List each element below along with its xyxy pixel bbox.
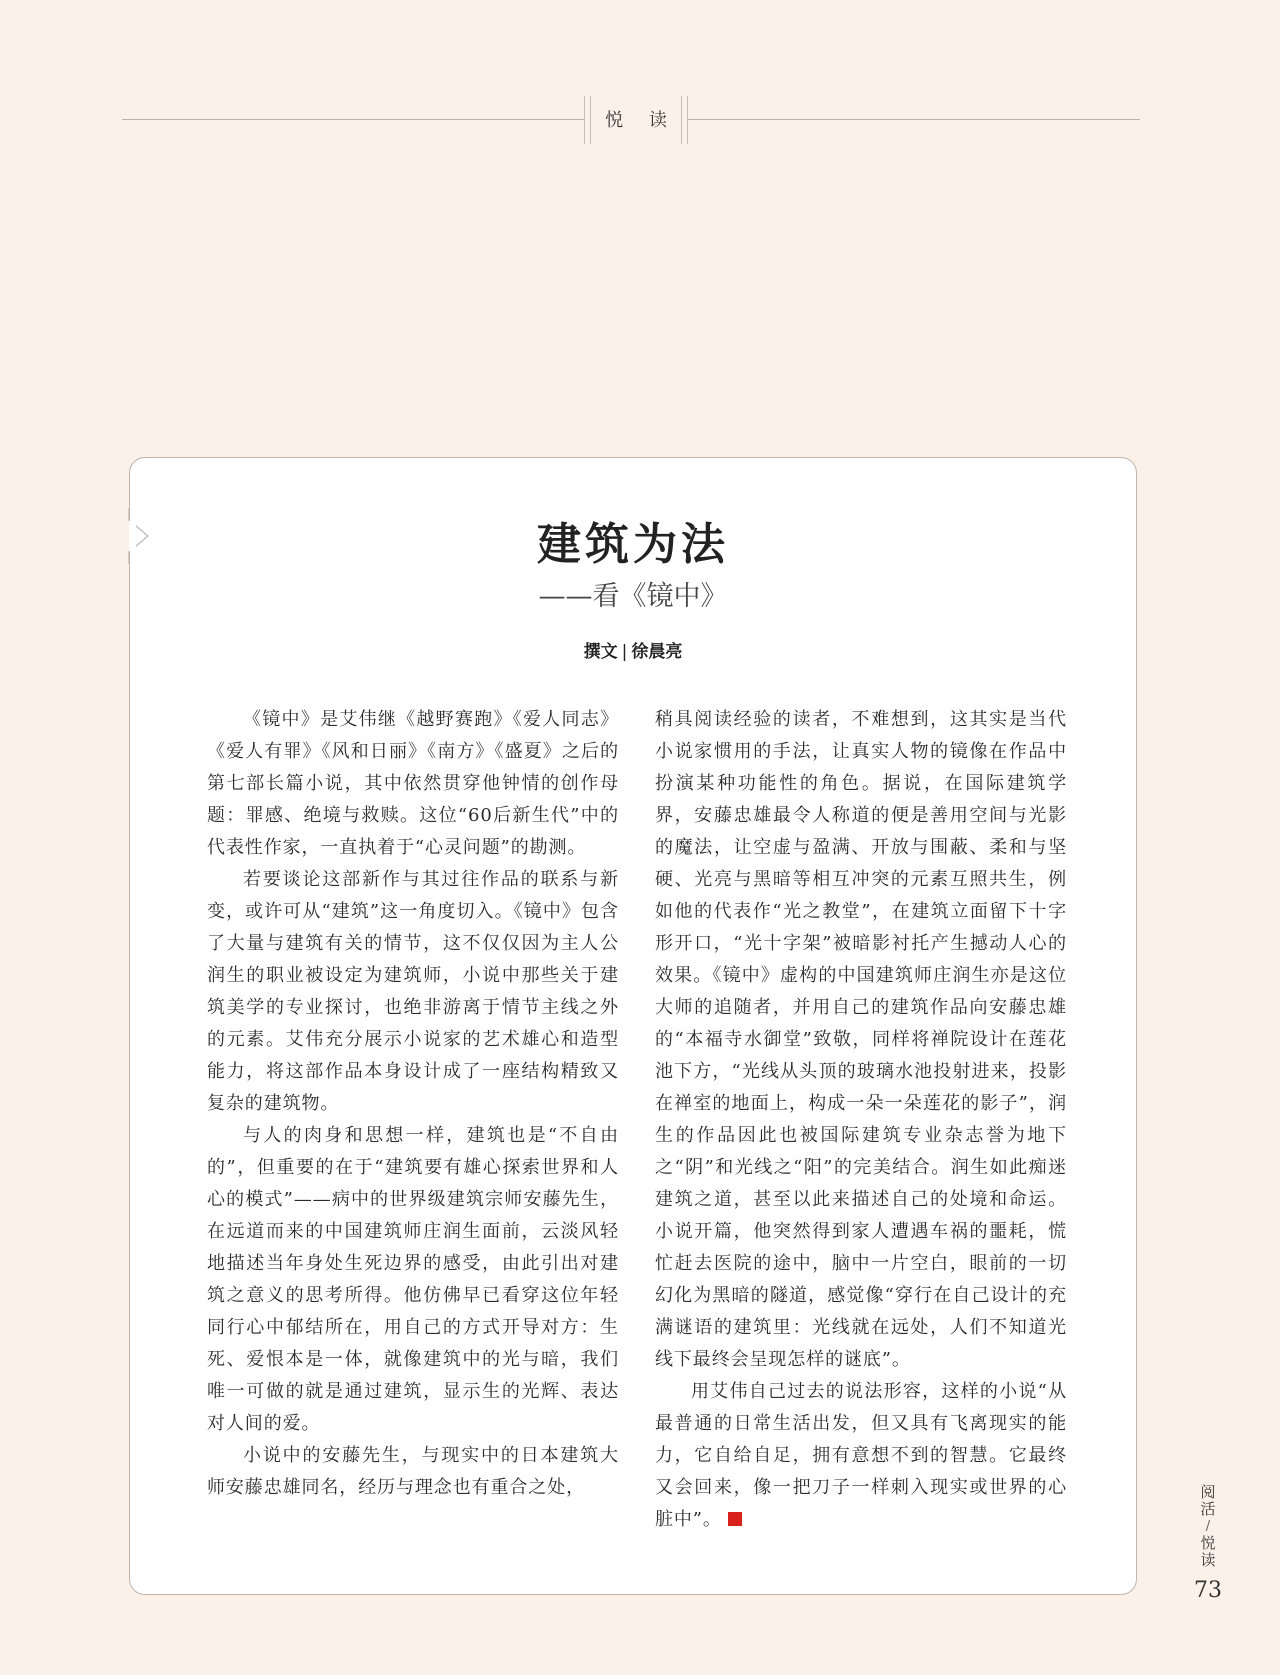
paragraph: 若要谈论这部新作与其过往作品的联系与新变，或许可从“建筑”这一角度切入。《镜中》包含了大量与建筑有关的情节，这不仅仅因为主人公润生的职业被设定为建筑师，小说中那些关于建筑美学的专业探讨，也绝非游离于情节主线之外的元素。艾伟充分展示小说家的艺术雄心和造型能力，将这部作品本身设计成了一座结构精致又复杂的建筑物。 — [207, 869, 619, 1114]
end-mark-icon — [728, 1512, 742, 1526]
byline — [129, 637, 1137, 662]
left-column — [207, 704, 619, 1504]
right-column — [655, 704, 1067, 1536]
article-title: 建筑为法 — [537, 519, 729, 570]
article-subtitle: ——看《镜中》 — [538, 581, 728, 612]
paragraph: 小说中的安藤先生，与现实中的日本建筑大师安藤忠雄同名，经历与理念也有重合之处， — [207, 1445, 619, 1498]
section-label: 悦 读 — [605, 110, 677, 131]
paragraph-continued: 稍具阅读经验的读者，不难想到，这其实是当代小说家惯用的手法，让真实人物的镜像在作品中扮演某种功能性的角色。据说，在国际建筑学界，安藤忠雄最令人称道的便是善用空间与光影的魔法，让空虚与盈满、开放与围蔽、柔和与坚硬、光亮与黑暗等相互冲突的元素互照共生，例如他的代表作“光之教堂”，在建筑立面留下十字形开口，“光十字架”被暗影衬托产生撼动人心的效果。《镜中》虚构的中国建筑师庄润生亦是这位大师的追随者，并用自己的建筑作品向安藤忠雄的“本福寺水御堂”致敬，同样将禅院设计在莲花池下方，“光线从头顶的玻璃水池投射进来，投影在禅室的地面上，构成一朵一朵莲花的影子”，润生的作品因此也被国际建筑专业杂志誉为地下之“阴”和光线之“阳”的完美结合。润生如此痴迷建筑之道，甚至以此来描述自己的处境和命运。小说开篇，他突然得到家人遭遇车祸的噩耗，慌忙赶去医院的途中，脑中一片空白，眼前的一切幻化为黑暗的隧道，感觉像“穿行在自己设计的充满谜语的建筑里：光线就在远处，人们不知道光线下最终会呈现怎样的谜底”。 — [655, 709, 1067, 1370]
byline-role: 撰文 — [583, 642, 618, 662]
magazine-side-label — [1196, 1484, 1220, 1569]
paragraph: 《镜中》是艾伟继《越野赛跑》《爱人同志》《爱人有罪》《风和日丽》《南方》《盛夏》之后的第七部长篇小说，其中依然贯穿他钟情的创作母题：罪感、绝境与救赎。这位“60后新生代”中的代表性作家，一直执着于“心灵问题”的勘测。 — [207, 709, 619, 858]
byline-separator: | — [621, 642, 628, 662]
byline-author: 徐晨亮 — [631, 642, 683, 662]
magazine-word-2: 悦读 — [1200, 1534, 1216, 1569]
magazine-slash: / — [1205, 1519, 1211, 1534]
page-number: 73 — [1194, 1578, 1222, 1603]
section-tab — [584, 96, 688, 144]
paragraph: 与人的肉身和思想一样，建筑也是“不自由的”，但重要的在于“建筑要有雄心探索世界和人心的模式”——病中的世界级建筑宗师安藤先生，在远道而来的中国建筑师庄润生面前，云淡风轻地描述当年身处生死边界的感受，由此引出对建筑之意义的思考所得。他仿佛早已看穿这位年轻同行心中郁结所在，用自己的方式开导对方：生死、爱恨本是一体，就像建筑中的光与暗，我们唯一可做的就是通过建筑，显示生的光辉、表达对人间的爱。 — [207, 1125, 619, 1434]
paragraph-final-text: 用艾伟自己过去的说法形容，这样的小说“从最普通的日常生活出发，但又具有飞离现实的能力，它自给自足，拥有意想不到的智慧。它最终又会回来，像一把刀子一样刺入现实或世界的心脏中”。 — [655, 1381, 1067, 1530]
paragraph-final — [655, 1376, 1067, 1536]
magazine-word-1: 阅活 — [1200, 1483, 1216, 1518]
